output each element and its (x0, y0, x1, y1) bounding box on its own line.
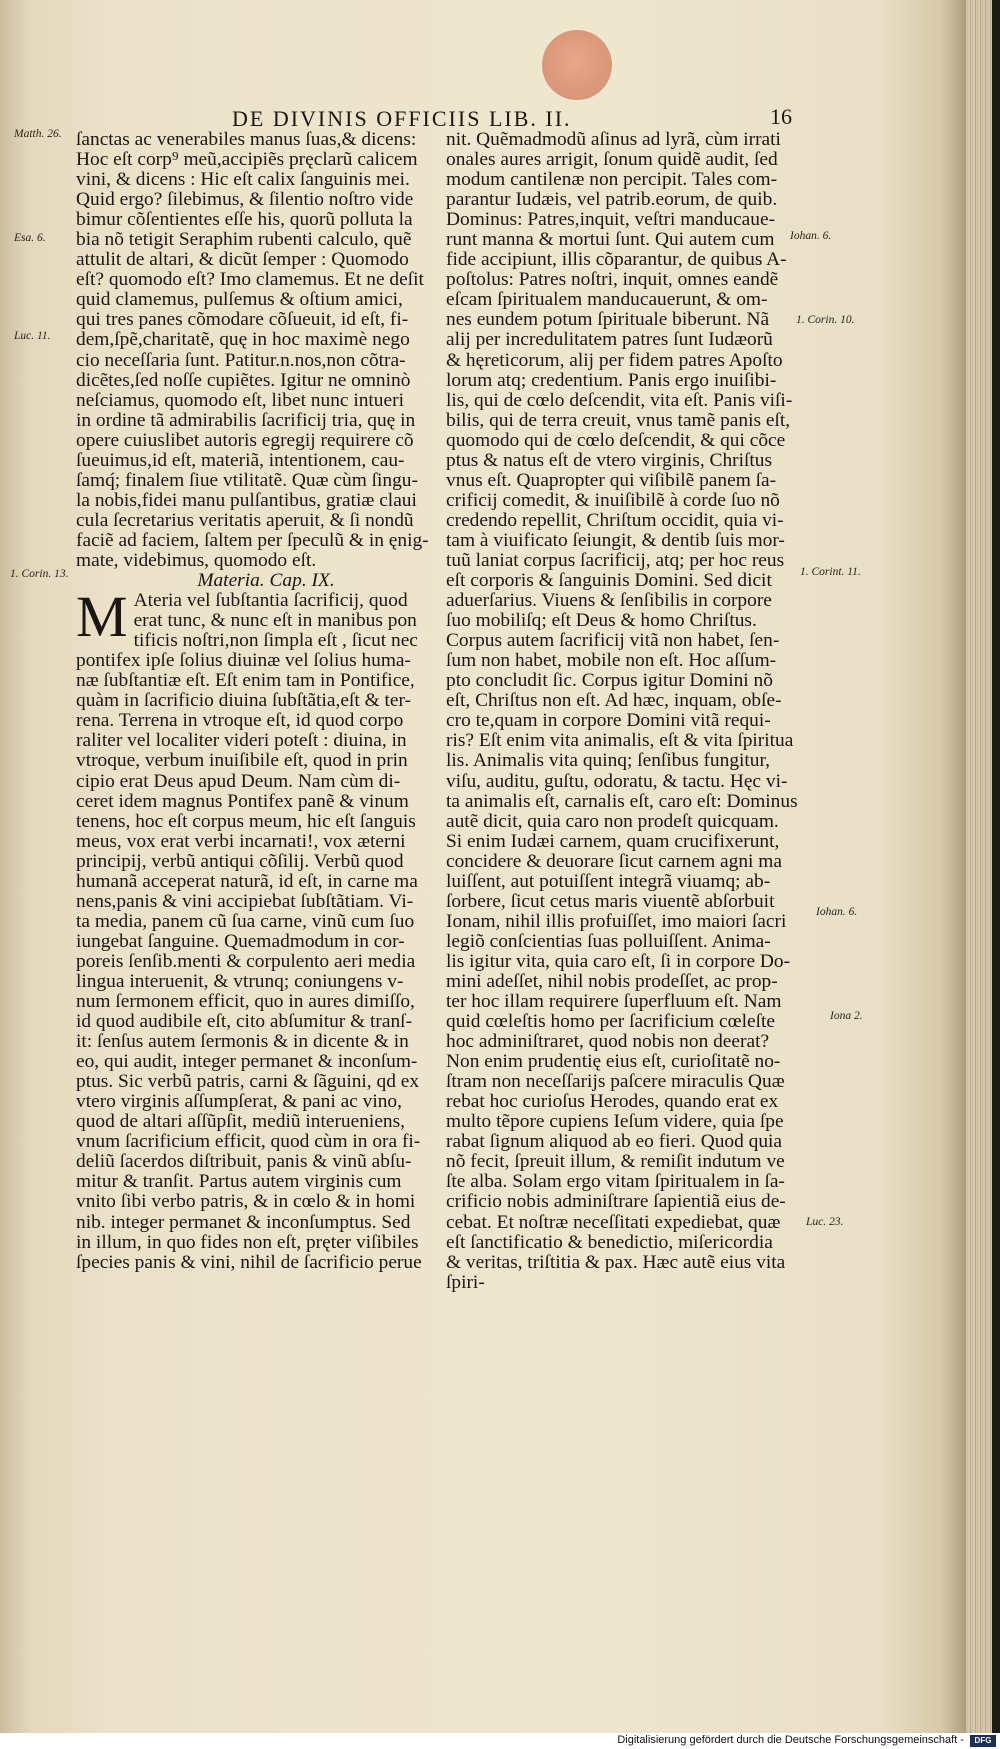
text-line: bia nõ tetigit Seraphim rubenti calculo, quẽ (76, 229, 412, 251)
text-line: multo tẽpore cupiens Ieſum videre, quia ſpe (446, 1111, 784, 1133)
margin-note: Iohan. 6. (790, 230, 832, 242)
text-line: pontifex ipſe ſolius diuinæ vel ſolius huma- (76, 650, 411, 672)
text-line: ptus. Sic verbũ patris, carni & ſãguini, qd ex (76, 1071, 420, 1093)
text-line: modum cantilenæ non percipit. Tales com- (446, 169, 778, 191)
text-line: Hoc eſt corp⁹ meũ,accipiẽs pręclarũ calicem (76, 149, 418, 171)
text-line: cipio erat Deus apud Deum. Nam cùm di- (76, 770, 401, 792)
text-line: lis igitur vita, quia caro eſt, ſi in corpore Do- (446, 950, 791, 972)
text-line: ſuo mobiliſq; eſt Deus & homo Chriſtus. (446, 610, 757, 632)
text-line: ris? Eſt enim vita animalis, eſt & vita ſpiritua (446, 730, 794, 752)
text-line: tificis noſtri,non ſimpla eſt , ſicut nec (133, 630, 418, 652)
text-line: num ſermonem efficit, quo in aures dimiſſo, (76, 991, 415, 1013)
text-column-right (446, 130, 796, 1293)
text-line: eo, qui audit, integer permanet & inconſum- (76, 1051, 418, 1073)
margin-note: Luc. 23. (806, 1216, 844, 1228)
text-line: attulit de altari, & dicũt ſemper : Quomodo (76, 249, 409, 271)
text-line: vnito ſibi verbo patris, & in cœlo & in homi (76, 1191, 416, 1213)
text-line: erat tunc, & nunc eſt in manibus pon (133, 610, 417, 632)
text-line: opere cuiuslibet autoris egregij requirere cõ (76, 429, 414, 451)
text-line: nes eundem potum ſpirituale biberunt. Nã (446, 309, 770, 331)
text-line: quomodo qui de cœlo deſcendit, & qui cõce (446, 429, 786, 451)
margin-note: Luc. 11. (14, 330, 51, 342)
text-line: bimur cõſentientes eſſe his, quorũ polluta la (76, 209, 413, 231)
text-line: alij per incredulitatem patres ſunt Iudæorũ (446, 329, 773, 351)
text-line: nõ fecit, ſpreuit illum, & remiſit indutum ve (446, 1151, 785, 1173)
margin-note: Esa. 6. (14, 232, 46, 244)
text-line: ſueuimus,id eſt, materiã, intentionem, cau- (76, 449, 405, 471)
margin-note: 1. Corin. 10. (796, 314, 855, 326)
text-line: id quod audibile eſt, cito abſumitur & tranſ- (76, 1011, 413, 1033)
text-line: rebat hoc curioſus Herodes, quando erat ex (446, 1091, 779, 1113)
text-line: Ionam, nihil illis profuiſſet, imo maiori ſacri (446, 910, 787, 932)
margin-note: Matth. 26. (14, 128, 62, 140)
text-line: cula ſecretarius veritatis aperuit, & ſi nondũ (76, 509, 414, 531)
text-line: tam à viuificato ſeiungit, & dentib ſuis mor- (446, 529, 785, 551)
text-line: quid clamemus, pulſemus & oſtium amici, (76, 289, 403, 311)
page-number: 16 (770, 104, 792, 129)
text-line: Si enim Iudæi carnem, quam crucifixerunt, (446, 830, 780, 852)
text-line: ſum non habet, mobile non eſt. Hoc aſſum- (446, 650, 777, 672)
text-line: quod de altari aſſũpſit, mediũ interueniens, (76, 1111, 406, 1133)
text-line: lis, qui de cœlo deſcendit, vita eſt. Panis viſi- (446, 389, 793, 411)
dfg-logo: DFG (970, 1735, 996, 1747)
text-column-left (76, 130, 456, 1273)
text-line: vtroque, verbum inuiſibile eſt, quod in prin (76, 750, 408, 772)
text-line: runt manna & mortui ſunt. Qui autem cum (446, 229, 775, 251)
text-line: & hęreticorum, alij per fidem patres Apoſto (446, 349, 783, 371)
book-page-edges (966, 0, 1000, 1749)
text-line: it: ſenſus autem ſermonis & in dicente & in (76, 1031, 409, 1053)
text-line: ta media, panem cũ ſua carne, vinũ cum ſuo (76, 910, 415, 932)
drop-cap: M (76, 584, 128, 650)
text-line: Ateria vel ſubſtantia ſacrificij, quod (133, 590, 408, 612)
text-line: meus, vox erat verbi incarnati!, vox æterni (76, 830, 406, 852)
text-line: ta animalis eſt, carnalis eſt, caro eſt: Dominus (446, 790, 798, 812)
text-line: pto concludit ſic. Corpus igitur Domini nõ (446, 670, 773, 692)
text-line: credendo repellit, Chriſtum occidit, quia vi- (446, 509, 784, 531)
text-line: hoc adminiſtraret, quod nobis non deerat? (446, 1031, 770, 1053)
margin-note: 1. Corin. 13. (10, 568, 69, 580)
text-line: rena. Terrena in vtroque eſt, id quod corpo (76, 710, 404, 732)
text-line: legiõ conſcientias ſuas polluiſſent. Anima- (446, 930, 771, 952)
section-heading: Materia. Cap. IX. (197, 570, 335, 592)
text-line: lingua interuenit, & vtrunq; coniungens v- (76, 970, 404, 992)
text-line: ſte alba. Solam ergo vitam ſpiritualem in ſa- (446, 1171, 785, 1193)
library-stamp (542, 30, 612, 100)
text-line: mitur & tranſit. Partus autem virginis cum (76, 1171, 402, 1193)
margin-note: 1. Corint. 11. (800, 566, 861, 578)
text-line: qui tres panes cõmodare cõſueuit, id eſt, fi- (76, 309, 409, 331)
text-line: nit. Quẽmadmodũ aſinus ad lyrã, cùm irrati (446, 129, 781, 150)
text-line: ſpecies panis & vini, nihil de ſacrificio perue (76, 1251, 422, 1273)
text-line: cebat. Et noſtræ neceſſitati expediebat, quæ (446, 1211, 781, 1233)
text-line: la nobis,fidei manu pulſantibus, gratiæ claui (76, 489, 417, 511)
text-line: viſu, auditu, guſtu, odoratu, & tactu. Hęc vi- (446, 770, 788, 792)
text-line: aduerſarius. Viuens & ſenſibilis in corpore (446, 590, 772, 612)
text-line: eſt ſanctificatio & benedictio, miſericordia (446, 1231, 773, 1253)
margin-note: Iohan. 6. (816, 906, 858, 918)
text-line: dem,ſpẽ,charitatẽ, quę in hoc maximè nego (76, 329, 410, 351)
text-line: ſtram non neceſſarijs paſcere miraculis Quæ (446, 1071, 785, 1093)
text-line: eſt? quomodo eſt? Imo clamemus. Et ne deſit (76, 269, 424, 291)
text-line: parantur Iudæis, vel patrib.eorum, de quib. (446, 189, 778, 211)
text-line: ſanctas ac venerabiles manus ſuas,& dicens: (76, 129, 417, 150)
text-line: vnus eſt. Quapropter qui viſibilẽ panem ſa- (446, 469, 777, 491)
text-line: tuũ laniat corpus ſacrificij, atq; per hoc reus (446, 549, 785, 571)
text-line: cio neceſſaria ſunt. Patitur.n.nos,non cõtra- (76, 349, 406, 371)
text-line: Quid ergo? ſilebimus, & ſilentio noſtro vide (76, 189, 414, 211)
text-line: & veritas, triſtitia & pax. Hæc autẽ eius vita (446, 1251, 786, 1273)
text-line: næ ſubſtantiæ eſt. Eſt enim tam in Pontifice, (76, 670, 415, 692)
text-line: onales aures arrigit, ſonum quidẽ audit, ſed (446, 149, 778, 171)
text-line: poreis ſenſib.menti & corpulento aeri media (76, 950, 416, 972)
text-line: eſt corporis & ſanguinis Domini. Sed dicit (446, 570, 772, 592)
text-line: quàm in ſacrificio diuina ſubſtãtia,eſt & ter- (76, 690, 412, 712)
text-line: ſorbere, ſicut cetus maris viuentẽ abſorbuit (446, 890, 775, 912)
text-line: humanã acceperat naturã, id eſt, in carne ma (76, 870, 418, 892)
text-line: poſtolus: Patres noſtri, inquit, omnes eandẽ (446, 269, 779, 291)
text-line: lis. Animalis vita quinq; ſenſibus fungitur, (446, 750, 771, 772)
text-line: nib. integer permanet & inconſumptus. Sed (76, 1211, 411, 1233)
text-line: ſamq́; finalem ſiue vtilitatẽ. Quæ cùm ſingu- (76, 469, 418, 491)
paragraph-before (76, 130, 456, 571)
text-line: cro te,quam in corpore Domini vitã requi- (446, 710, 771, 732)
text-line: fide accipiunt, illis cõparantur, de quibus A- (446, 249, 787, 271)
text-line: neſciamus, quomodo eſt, libet nunc intueri (76, 389, 404, 411)
text-line: deliũ ſacerdos diſtribuit, panis & vinũ abſu- (76, 1151, 412, 1173)
text-line: faciẽ ad faciem, ſaltem per ſpeculũ & in ęnig- (76, 529, 429, 551)
text-line: vini, & dicens : Hic eſt calix ſanguinis mei. (76, 169, 410, 191)
text-line: luiſſent, aut potuiſſent integrã viuamq; ab- (446, 870, 771, 892)
text-line: in ordine tã admirabilis ſacrificij tria, quę in (76, 409, 416, 431)
text-line: raliter vel localiter videri poteſt : diuina, in (76, 730, 407, 752)
text-line: ptus & natus eſt de vtero virginis, Chriſtus (446, 449, 773, 471)
text-line: ſpiri- (446, 1271, 485, 1293)
text-line: eſcam ſpiritualem manducauerunt, & om- (446, 289, 768, 311)
text-line: Dominus: Patres,inquit, veſtri manducaue- (446, 209, 776, 231)
text-line: Corpus autem ſacrificij vitã non habet, ſen- (446, 630, 780, 652)
text-line: principij, verbũ antiqui cõſilij. Verbũ quod (76, 850, 404, 872)
text-line: vnum ſacrificium efficit, quod cùm in ora fi- (76, 1131, 421, 1153)
text-line: iungebat ſanguine. Quemadmodum in cor- (76, 930, 405, 952)
footer-credit: Digitalisierung gefördert durch die Deutsche Forschungsgemeinschaft - (617, 1734, 964, 1746)
text-line: quid cœleſtis homo per ſacrificium cœleſte (446, 1011, 775, 1033)
text-line: crificio nobis adminiſtrare ſapientiã eius de- (446, 1191, 786, 1213)
text-line: bilis, qui de terra creuit, vnus tamẽ panis eſt, (446, 409, 791, 431)
text-line: tenens, hoc eſt corpus meum, hic eſt ſanguis (76, 810, 416, 832)
text-line: mate, videbimus, quomodo eſt. (76, 549, 317, 571)
text-line: ter hoc illam requirere ſuperfluum eſt. Nam (446, 991, 782, 1013)
text-line: rabat ſignum aliquod ab eo fieri. Quod quia (446, 1131, 783, 1153)
text-line: eſt, Chriſtus non eſt. Ad hæc, inquam, obſe- (446, 690, 782, 712)
text-line: autẽ dicit, quia caro non prodeſt quicquam. (446, 810, 779, 832)
paragraph-materia (76, 584, 456, 1273)
text-line: nens,panis & vini accipiebat ſubſtãtiam. Vi- (76, 890, 414, 912)
text-line: mini adeſſet, nihil nobis prodeſſet, ac prop- (446, 970, 778, 992)
text-line: in illum, in quo fides non eſt, pręter viſibiles (76, 1231, 419, 1253)
text-line: ceret idem magnus Pontifex panẽ & vinum (76, 790, 409, 812)
margin-note: Iona 2. (830, 1010, 863, 1022)
running-header: DE DIVINIS OFFICIIS LIB. II. (232, 106, 572, 131)
text-line: crificij comedit, & inuiſibilẽ à corde ſuo nõ (446, 489, 780, 511)
text-line: lorum atq; credentium. Panis ergo inuiſibi- (446, 369, 777, 391)
text-line: vtero virginis aſſumpſerat, & pani ac vino, (76, 1091, 402, 1113)
text-line: concidere & deuorare ſicut carnem agni ma (446, 850, 782, 872)
text-line: dicẽtes,ſed noſſe cupiẽtes. Igitur ne omninò (76, 369, 411, 391)
text-line: Non enim prudentię eius eſt, curioſitatẽ no- (446, 1051, 781, 1073)
